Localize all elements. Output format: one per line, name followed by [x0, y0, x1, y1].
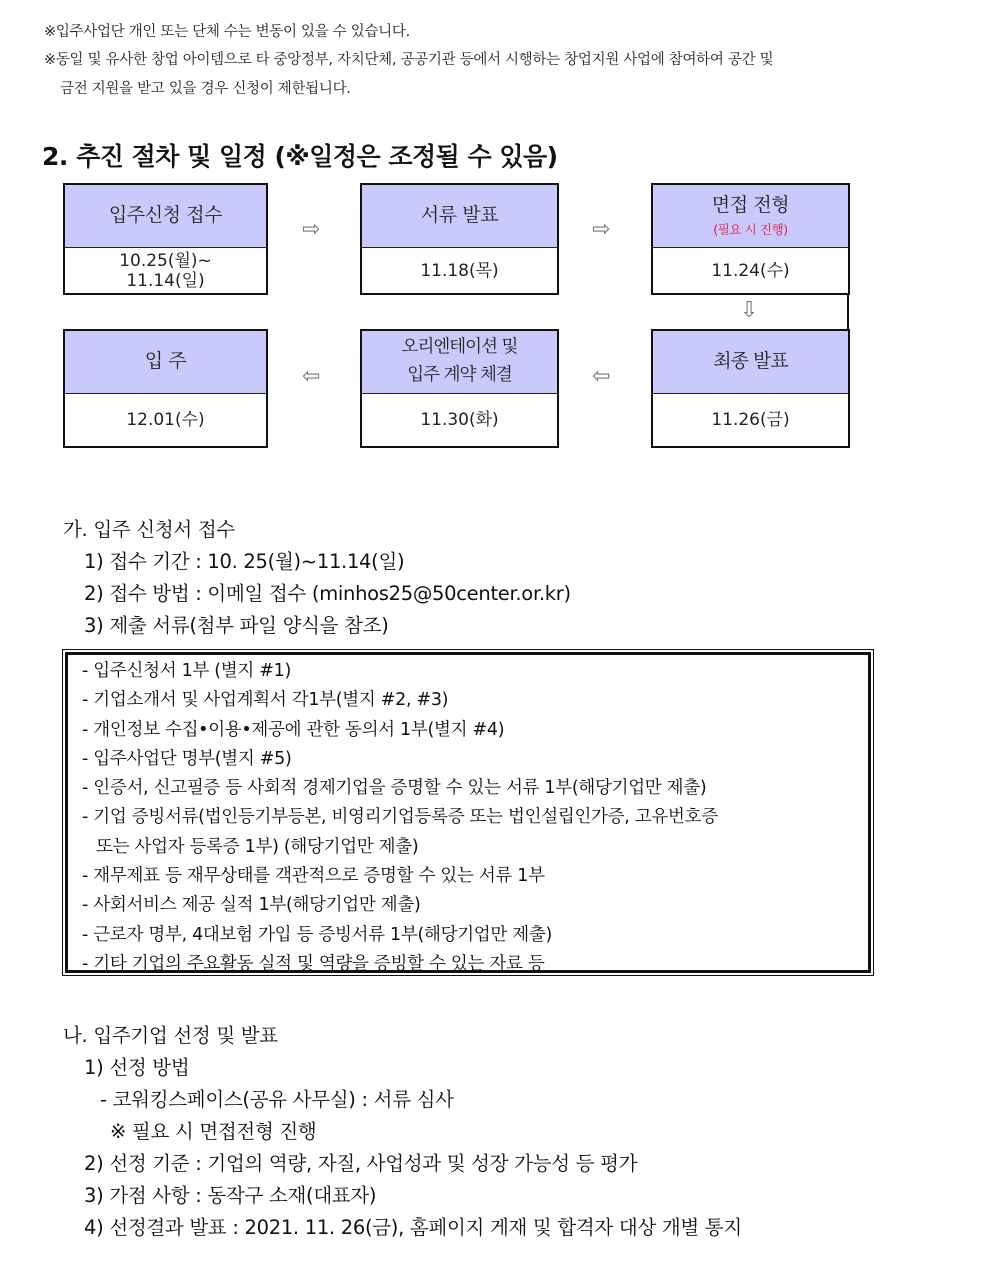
subsection-b-heading: 나. 입주기업 선정 및 발표 — [63, 1024, 278, 1047]
step-date: 12.01(수) — [126, 410, 205, 431]
application-method: 2) 접수 방법 : 이메일 접수 (minhos25@50center.or.kr) — [84, 582, 571, 605]
step-date: 11.30(화) — [420, 410, 499, 431]
list-item: - 기업소개서 및 사업계획서 각1부(별지 #2, #3) — [82, 690, 449, 711]
arrow-left-icon: ⇦ — [302, 364, 321, 389]
list-item-continued: 또는 사업자 등록증 1부) (해당기업만 제출) — [96, 836, 419, 857]
list-item: - 기타 기업의 주요활동 실적 및 역량을 증빙할 수 있는 자료 등 — [82, 953, 545, 974]
step-title: 서류 발표 — [420, 204, 499, 227]
step-date: 11.26(금) — [711, 410, 790, 431]
step-interview — [651, 183, 850, 295]
note-restriction-cont: 금전 지원을 받고 있을 경우 신청이 제한됩니다. — [60, 81, 351, 97]
step-document-result — [360, 183, 559, 295]
step-title-line2: 입주 계약 체결 — [407, 365, 512, 385]
required-documents-box — [62, 649, 874, 976]
section-title: 2. 추진 절차 및 일정 (※일정은 조정될 수 있음) — [42, 142, 558, 171]
step-header — [653, 331, 848, 394]
list-item: - 근로자 명부, 4대보험 가입 등 증빙서류 1부(해당기업만 제출) — [82, 924, 553, 945]
required-documents-label: 3) 제출 서류(첨부 파일 양식을 참조) — [84, 614, 389, 637]
selection-criteria: 2) 선정 기준 : 기업의 역량, 자질, 사업성과 및 성장 가능성 등 평가 — [84, 1152, 638, 1175]
selection-method-detail: - 코워킹스페이스(공유 사무실) : 서류 심사 — [100, 1088, 454, 1111]
list-item: - 재무제표 등 재무상태를 객관적으로 증명할 수 있는 서류 1부 — [82, 866, 545, 887]
step-date-end: 11.14(일) — [126, 271, 205, 291]
step-title: 입주신청 접수 — [108, 204, 223, 227]
required-documents-list — [65, 652, 871, 973]
subsection-a-heading: 가. 입주 신청서 접수 — [63, 518, 235, 541]
list-item: - 인증서, 신고필증 등 사회적 경제기업을 증명할 수 있는 서류 1부(해당기업만 제출) — [82, 778, 707, 799]
selection-method-note: ※ 필요 시 면접전형 진행 — [110, 1120, 317, 1143]
step-header — [653, 185, 848, 248]
step-header — [65, 331, 266, 394]
list-item: - 사회서비스 제공 실적 1부(해당기업만 제출) — [82, 895, 421, 916]
step-application — [63, 183, 268, 295]
result-announcement: 4) 선정결과 발표 : 2021. 11. 26(금), 홈페이지 게재 및 합격자 대상 개별 통지 — [84, 1216, 742, 1239]
step-date — [65, 248, 266, 294]
step-header — [65, 185, 266, 248]
note-restriction: ※동일 및 유사한 창업 아이템으로 타 중앙정부, 자치단체, 공공기관 등에서 시행하는 창업지원 사업에 참여하여 공간 및 — [44, 52, 774, 68]
selection-method: 1) 선정 방법 — [84, 1056, 190, 1079]
arrow-right-icon: ⇨ — [302, 217, 321, 242]
bonus-points: 3) 가점 사항 : 동작구 소재(대표자) — [84, 1184, 377, 1207]
step-orientation — [360, 329, 559, 448]
step-date: 11.18(목) — [420, 260, 499, 281]
list-item: - 입주사업단 명부(별지 #5) — [82, 748, 292, 769]
step-final-result — [651, 329, 850, 448]
arrow-right-icon: ⇨ — [592, 217, 611, 242]
arrow-left-icon: ⇦ — [592, 364, 611, 389]
connector-line — [847, 293, 849, 331]
step-title: 최종 발표 — [713, 350, 788, 373]
step-date-start: 10.25(월)~ — [119, 250, 212, 271]
step-title-line1: 오리엔테이션 및 — [401, 337, 518, 358]
step-date: 11.24(수) — [711, 260, 790, 281]
application-period: 1) 접수 기간 : 10. 25(월)~11.14(일) — [84, 550, 405, 573]
step-move-in — [63, 329, 268, 448]
step-subtitle: (필요 시 진행) — [713, 222, 788, 238]
step-title: 면접 전형 — [711, 194, 790, 217]
note-group-size: ※입주사업단 개인 또는 단체 수는 변동이 있을 수 있습니다. — [44, 24, 410, 40]
list-item: - 개인정보 수집•이용•제공에 관한 동의서 1부(별지 #4) — [82, 719, 505, 740]
arrow-down-icon: ⇩ — [740, 298, 759, 323]
step-title: 입 주 — [144, 350, 187, 373]
step-header — [362, 185, 557, 248]
step-header — [362, 331, 557, 394]
list-item: - 입주신청서 1부 (별지 #1) — [82, 661, 291, 681]
list-item: - 기업 증빙서류(법인등기부등본, 비영리기업등록증 또는 법인설립인가증, 고유번호증 — [82, 807, 718, 828]
